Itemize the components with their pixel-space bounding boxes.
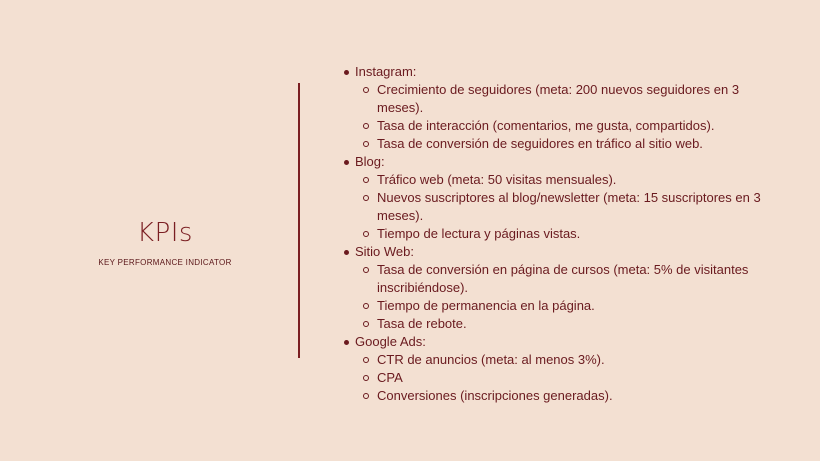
list-item: CTR de anuncios (meta: al menos 3%). [355, 351, 787, 369]
list-item: Tasa de conversión de seguidores en tráfico al sitio web. [355, 135, 787, 153]
list-item: Tráfico web (meta: 50 visitas mensuales). [355, 171, 787, 189]
section-instagram [337, 63, 787, 153]
page-title: KPIs [137, 218, 193, 248]
vertical-divider [298, 83, 300, 358]
list-item: CPA [355, 369, 787, 387]
section-label: Instagram: [355, 64, 417, 79]
section-blog [337, 153, 787, 243]
section-sitio-web [337, 243, 787, 333]
title-block [60, 218, 270, 267]
list-item: Tiempo de lectura y páginas vistas. [355, 225, 787, 243]
list-item: Crecimiento de seguidores (meta: 200 nuevos seguidores en 3 meses). [355, 81, 787, 117]
list-item: Tiempo de permanencia en la página. [355, 297, 787, 315]
section-label: Blog: [355, 154, 385, 169]
list-item: Nuevos suscriptores al blog/newsletter (meta: 15 suscriptores en 3 meses). [355, 189, 787, 225]
list-item: Tasa de rebote. [355, 315, 787, 333]
list-item: Conversiones (inscripciones generadas). [355, 387, 787, 405]
page-subtitle: KEY PERFORMANCE INDICATOR [98, 258, 232, 267]
section-google-ads [337, 333, 787, 405]
kpi-list [337, 63, 787, 405]
section-label: Sitio Web: [355, 244, 415, 259]
list-item: Tasa de conversión en página de cursos (meta: 5% de visitantes inscribiéndose). [355, 261, 787, 297]
list-item: Tasa de interacción (comentarios, me gusta, compartidos). [355, 117, 787, 135]
section-label: Google Ads: [355, 334, 426, 349]
